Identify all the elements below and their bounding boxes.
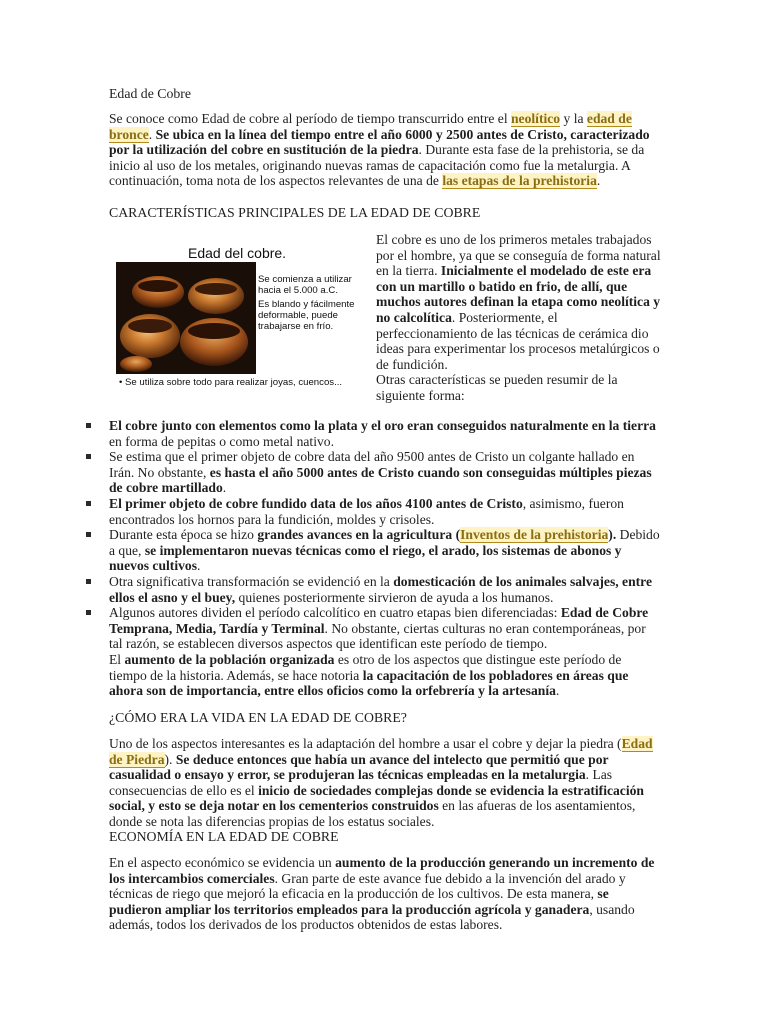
side-paragraph [376,232,661,404]
figure-note: • Se comienza a utilizar hacia el 5.000 a.C. [250,274,362,296]
vida-bold: inicio de sociedades complejas donde se evidencia la estratificación social, y esto se deja notar en los cementerios construidos [109,782,644,814]
document-title: Edad de Cobre [109,86,191,101]
side-text-1 [376,232,661,372]
list-item [109,496,661,527]
intro-text: . [596,173,601,189]
link-neolitico[interactable]: neolítico [511,111,561,126]
intro-bold: Se ubica en la línea del tiempo entre el año 6000 y 2500 antes de Cristo, caracterizado por la utilización del cobre en sustitución de la piedra [109,126,650,158]
item-text: Otra significativa transformación se evidenció en la [109,573,394,589]
economia-text: , usando además, todos los derivados de los productos obtenidos de estas labores. [109,901,635,933]
item-text: Debido a que, [109,527,660,558]
item-bold: El cobre junto con elementos como la plata y el oro eran conseguidos naturalmente en la tierra [109,418,656,433]
item-bold: ( [452,527,461,543]
vida-text: . Las consecuencias de ello es el [109,767,613,798]
section-heading-caracteristicas: CARACTERÍSTICAS PRINCIPALES DE LA EDAD DE COBRE [109,205,481,220]
economia-bold: se pudieron ampliar los territorios empleados para la producción agrícola y ganadera [109,886,609,917]
economia-bold: aumento de la producción generando un incremento de los intercambios comerciales [109,855,655,886]
side-text: El cobre es uno de los primeros metales trabajados por el hombre, ya que se conseguía de forma natural en la tierra. [376,232,661,279]
intro-paragraph [109,111,657,189]
bullet-marker [86,454,91,459]
bullet-marker [86,501,91,506]
list-item [109,418,661,449]
figure-note: • Es blando y fácilmente deformable, puede trabajarse en frío. [250,299,362,332]
item-bold: ). [608,527,617,543]
item-text: . No obstante, ciertas culturas no eran contemporáneas, por tal razón, se establecen diversos aspectos que identifican este período de tiempo. [109,620,646,652]
vida-text: en las afueras de los asentamientos, donde se nota las diferencias propias de los estatus sociales. [109,798,636,829]
intro-text: . Durante esta fase de la prehistoria, se da inicio al uso de los metales, originando nuevas ramas de capacitación como fue la metalurgia. A continuación, toma nota de los aspectos relevantes de una de [109,142,645,189]
item-text: . [197,558,201,574]
vida-bold: Se deduce entonces que había un avance del intelecto que permitió que por casualidad o ensayo y error, se produjeran las técnicas empleadas en la metalurgia [109,751,609,783]
list-item [109,527,661,574]
item-bold: domesticación de los animales salvajes, entre ellos el asno y el buey, [109,573,652,605]
item-text: El [109,651,125,667]
list-item [109,605,661,699]
bullet-marker [86,532,91,537]
economia-text: En el aspecto económico se evidencia un [109,855,336,870]
side-bold: Inicialmente el modelado de este era con un martillo o batido en frio, de allí, que muchos autores definan la etapa como neolítica y no calcolítica [376,263,661,325]
link-edad-de-piedra[interactable]: Edad de Piedra [109,736,653,767]
item-bold: Edad de Cobre Temprana, Media, Tardía y Terminal [109,605,649,636]
characteristics-list [109,418,661,699]
bullet-marker [86,610,91,615]
figure-title: Edad del cobre. [188,245,287,261]
item-bold: la capacitación de los pobladores en áreas que ahora son de importancia, entre ellos oficios como la orfebrería y la artesanía [109,667,629,699]
item-bold: grandes avances en la agricultura [257,527,453,543]
side-text-2: Otras características se pueden resumir de la siguiente forma: [376,372,618,403]
vida-text: Uno de los aspectos interesantes es la adaptación del hombre a usar el cobre y dejar la piedra ( [109,736,622,751]
item-text: , asimismo, fueron encontrados los hornos para la fundición, moldes y crisoles. [109,495,624,527]
bullet-marker [86,423,91,428]
copper-age-figure [110,232,362,404]
list-item [109,449,661,496]
list-item [109,574,661,605]
vida-text: ). [164,751,176,767]
item-text: Algunos autores dividen el período calcolítico en cuatro etapas bien diferenciadas: [109,605,561,621]
item-text: Durante esta época se hizo [109,527,258,543]
link-etapas-prehistoria[interactable]: las etapas de la prehistoria [442,173,597,189]
item-bold: El primer objeto de cobre fundido data de los años 4100 antes de Cristo [109,495,523,511]
item-text: quienes posteriormente sirvieron de ayuda a los humanos. [235,589,554,605]
item-bold: se implementaron nuevas técnicas como el riego, el arado, los sistemas de abonos y nuevos cultivos [109,542,622,574]
item-text: Se estima que el primer objeto de cobre data del año 9500 antes de Cristo un colgante hallado en Irán. No obstante, [109,449,635,480]
link-inventos-prehistoria[interactable]: Inventos de la prehistoria [460,527,609,543]
link-edad-de-bronce[interactable]: edad de bronce [109,111,632,142]
figure-notes [250,274,362,335]
figure-caption: • Se utiliza sobre todo para realizar joyas, cuencos... [119,377,349,388]
item-text: es otro de los aspectos que distingue este período de tiempo de la historia. Además, se hace notoria [109,651,622,683]
economia-paragraph [109,855,657,933]
economia-text: . Gran parte de este avance fue debido a la invención del arado y técnicas de riego que mejoró la eficacia en la producción de los cultivos. De esta manera, [109,870,626,902]
item-bold: aumento de la población organizada [124,651,335,667]
intro-text: Se conoce como Edad de cobre al período de tiempo transcurrido entre el [109,111,511,126]
bullet-marker [86,579,91,584]
intro-text: . [148,126,156,142]
section-heading-economia: ECONOMÍA EN LA EDAD DE COBRE [109,829,339,844]
item-text: . [222,480,227,496]
item-text: . [555,683,560,699]
vida-paragraph [109,736,657,830]
item-bold: es hasta el año 5000 antes de Cristo cuando son conseguidas múltiples piezas de cobre martillado [109,464,652,496]
item-text: en forma de pepitas o como metal nativo. [109,433,334,449]
section-heading-vida: ¿CÓMO ERA LA VIDA EN LA EDAD DE COBRE? [109,710,407,725]
intro-text: y la [560,111,587,126]
side-text: . Posteriormente, el perfeccionamiento de las técnicas de cerámica dio ideas para experimentar los procesos metalúrgicos o de fundición. [376,309,660,372]
